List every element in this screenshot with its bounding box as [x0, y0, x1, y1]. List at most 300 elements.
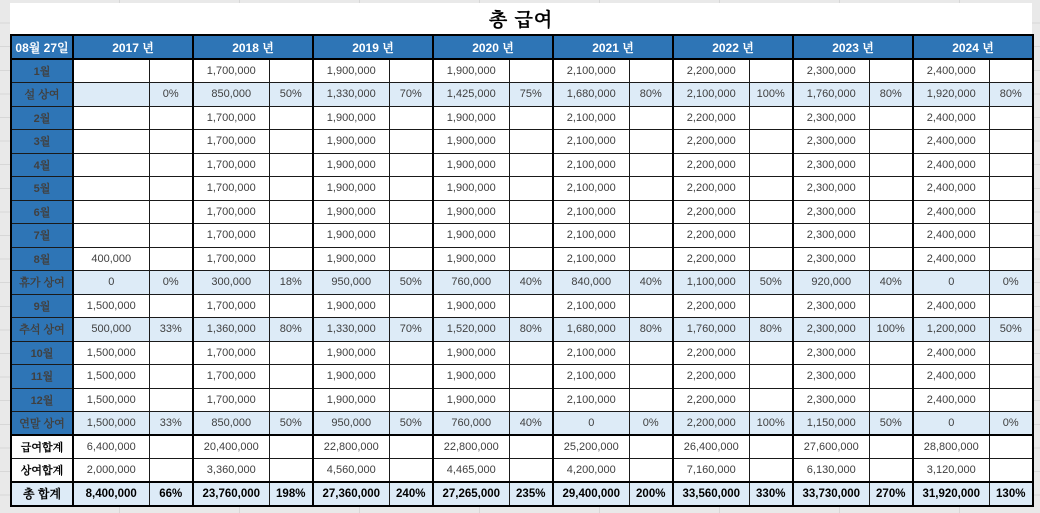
percent-cell-2018[interactable]: [269, 435, 313, 459]
value-cell-2024[interactable]: 0: [913, 271, 989, 295]
percent-cell-2021[interactable]: [629, 106, 673, 130]
percent-cell-2019[interactable]: [389, 224, 433, 248]
percent-cell-2020[interactable]: [509, 59, 553, 83]
percent-cell-2022[interactable]: [749, 341, 793, 365]
value-cell-2020[interactable]: 760,000: [433, 412, 509, 436]
percent-cell-2018[interactable]: [269, 459, 313, 483]
percent-cell-2024[interactable]: [989, 341, 1033, 365]
value-cell-2022[interactable]: 2,200,000: [673, 388, 749, 412]
value-cell-2019[interactable]: 27,360,000: [313, 482, 389, 506]
year-header-2024[interactable]: 2024 년: [913, 35, 1033, 59]
value-cell-2022[interactable]: 1,760,000: [673, 318, 749, 342]
percent-cell-2023[interactable]: [869, 435, 913, 459]
row-label[interactable]: 연말 상여: [11, 412, 73, 436]
percent-cell-2024[interactable]: [989, 177, 1033, 201]
value-cell-2020[interactable]: 1,900,000: [433, 153, 509, 177]
value-cell-2018[interactable]: 20,400,000: [193, 435, 269, 459]
percent-cell-2022[interactable]: [749, 224, 793, 248]
percent-cell-2018[interactable]: [269, 224, 313, 248]
percent-cell-2021[interactable]: 0%: [629, 412, 673, 436]
value-cell-2021[interactable]: 2,100,000: [553, 365, 629, 389]
percent-cell-2022[interactable]: 100%: [749, 412, 793, 436]
value-cell-2022[interactable]: 7,160,000: [673, 459, 749, 483]
value-cell-2018[interactable]: 1,700,000: [193, 153, 269, 177]
row-label[interactable]: 7월: [11, 224, 73, 248]
percent-cell-2018[interactable]: 198%: [269, 482, 313, 506]
value-cell-2019[interactable]: 1,900,000: [313, 388, 389, 412]
value-cell-2024[interactable]: 0: [913, 412, 989, 436]
value-cell-2022[interactable]: 2,200,000: [673, 200, 749, 224]
percent-cell-2020[interactable]: [509, 224, 553, 248]
value-cell-2017[interactable]: [73, 130, 149, 154]
percent-cell-2023[interactable]: [869, 341, 913, 365]
percent-cell-2017[interactable]: [149, 459, 193, 483]
percent-cell-2022[interactable]: [749, 388, 793, 412]
percent-cell-2020[interactable]: [509, 200, 553, 224]
percent-cell-2022[interactable]: [749, 247, 793, 271]
value-cell-2021[interactable]: 25,200,000: [553, 435, 629, 459]
value-cell-2024[interactable]: 1,200,000: [913, 318, 989, 342]
percent-cell-2024[interactable]: [989, 388, 1033, 412]
percent-cell-2018[interactable]: [269, 106, 313, 130]
percent-cell-2022[interactable]: [749, 153, 793, 177]
value-cell-2020[interactable]: 1,520,000: [433, 318, 509, 342]
percent-cell-2017[interactable]: [149, 130, 193, 154]
value-cell-2017[interactable]: 1,500,000: [73, 365, 149, 389]
value-cell-2023[interactable]: 27,600,000: [793, 435, 869, 459]
year-header-2022[interactable]: 2022 년: [673, 35, 793, 59]
percent-cell-2022[interactable]: [749, 365, 793, 389]
percent-cell-2020[interactable]: 80%: [509, 318, 553, 342]
row-label[interactable]: 상여합계: [11, 459, 73, 483]
value-cell-2017[interactable]: [73, 59, 149, 83]
percent-cell-2019[interactable]: [389, 177, 433, 201]
percent-cell-2021[interactable]: [629, 59, 673, 83]
value-cell-2020[interactable]: 4,465,000: [433, 459, 509, 483]
percent-cell-2020[interactable]: [509, 106, 553, 130]
year-header-2021[interactable]: 2021 년: [553, 35, 673, 59]
value-cell-2023[interactable]: 2,300,000: [793, 294, 869, 318]
percent-cell-2022[interactable]: [749, 294, 793, 318]
value-cell-2023[interactable]: 2,300,000: [793, 59, 869, 83]
value-cell-2019[interactable]: 1,900,000: [313, 200, 389, 224]
percent-cell-2024[interactable]: 80%: [989, 83, 1033, 107]
percent-cell-2024[interactable]: [989, 365, 1033, 389]
value-cell-2018[interactable]: 1,700,000: [193, 106, 269, 130]
value-cell-2018[interactable]: 1,700,000: [193, 200, 269, 224]
value-cell-2017[interactable]: [73, 106, 149, 130]
percent-cell-2024[interactable]: [989, 224, 1033, 248]
percent-cell-2024[interactable]: [989, 294, 1033, 318]
value-cell-2022[interactable]: 2,200,000: [673, 294, 749, 318]
row-label[interactable]: 11월: [11, 365, 73, 389]
value-cell-2018[interactable]: 850,000: [193, 83, 269, 107]
percent-cell-2024[interactable]: 0%: [989, 271, 1033, 295]
value-cell-2018[interactable]: 23,760,000: [193, 482, 269, 506]
value-cell-2020[interactable]: 27,265,000: [433, 482, 509, 506]
value-cell-2021[interactable]: 2,100,000: [553, 294, 629, 318]
value-cell-2019[interactable]: 1,900,000: [313, 247, 389, 271]
percent-cell-2019[interactable]: [389, 153, 433, 177]
percent-cell-2018[interactable]: [269, 200, 313, 224]
percent-cell-2021[interactable]: 40%: [629, 271, 673, 295]
percent-cell-2024[interactable]: [989, 59, 1033, 83]
percent-cell-2022[interactable]: 80%: [749, 318, 793, 342]
value-cell-2019[interactable]: 1,900,000: [313, 365, 389, 389]
value-cell-2020[interactable]: 1,900,000: [433, 130, 509, 154]
row-label[interactable]: 5월: [11, 177, 73, 201]
percent-cell-2020[interactable]: [509, 388, 553, 412]
percent-cell-2020[interactable]: 75%: [509, 83, 553, 107]
percent-cell-2019[interactable]: [389, 59, 433, 83]
row-label[interactable]: 휴가 상여: [11, 271, 73, 295]
percent-cell-2017[interactable]: [149, 224, 193, 248]
value-cell-2018[interactable]: 3,360,000: [193, 459, 269, 483]
percent-cell-2019[interactable]: [389, 435, 433, 459]
value-cell-2019[interactable]: 950,000: [313, 271, 389, 295]
value-cell-2019[interactable]: 4,560,000: [313, 459, 389, 483]
value-cell-2023[interactable]: 2,300,000: [793, 224, 869, 248]
value-cell-2023[interactable]: 2,300,000: [793, 388, 869, 412]
value-cell-2024[interactable]: 2,400,000: [913, 130, 989, 154]
percent-cell-2023[interactable]: [869, 177, 913, 201]
percent-cell-2023[interactable]: 100%: [869, 318, 913, 342]
percent-cell-2019[interactable]: [389, 388, 433, 412]
value-cell-2024[interactable]: 31,920,000: [913, 482, 989, 506]
row-label[interactable]: 추석 상여: [11, 318, 73, 342]
percent-cell-2020[interactable]: [509, 435, 553, 459]
value-cell-2022[interactable]: 2,200,000: [673, 224, 749, 248]
value-cell-2017[interactable]: 1,500,000: [73, 388, 149, 412]
value-cell-2022[interactable]: 1,100,000: [673, 271, 749, 295]
value-cell-2021[interactable]: 0: [553, 412, 629, 436]
percent-cell-2023[interactable]: 80%: [869, 83, 913, 107]
percent-cell-2021[interactable]: [629, 224, 673, 248]
percent-cell-2018[interactable]: [269, 247, 313, 271]
value-cell-2020[interactable]: 1,900,000: [433, 200, 509, 224]
percent-cell-2018[interactable]: [269, 153, 313, 177]
percent-cell-2019[interactable]: [389, 365, 433, 389]
value-cell-2021[interactable]: 2,100,000: [553, 59, 629, 83]
percent-cell-2022[interactable]: [749, 177, 793, 201]
percent-cell-2022[interactable]: [749, 435, 793, 459]
percent-cell-2018[interactable]: [269, 365, 313, 389]
year-header-2017[interactable]: 2017 년: [73, 35, 193, 59]
year-header-2020[interactable]: 2020 년: [433, 35, 553, 59]
value-cell-2019[interactable]: 1,900,000: [313, 106, 389, 130]
value-cell-2021[interactable]: 2,100,000: [553, 106, 629, 130]
row-label[interactable]: 2월: [11, 106, 73, 130]
value-cell-2023[interactable]: 2,300,000: [793, 130, 869, 154]
percent-cell-2017[interactable]: [149, 365, 193, 389]
percent-cell-2024[interactable]: [989, 200, 1033, 224]
row-label[interactable]: 8월: [11, 247, 73, 271]
percent-cell-2021[interactable]: [629, 435, 673, 459]
value-cell-2022[interactable]: 2,200,000: [673, 365, 749, 389]
row-label[interactable]: 3월: [11, 130, 73, 154]
percent-cell-2021[interactable]: [629, 247, 673, 271]
value-cell-2023[interactable]: 2,300,000: [793, 200, 869, 224]
value-cell-2022[interactable]: 26,400,000: [673, 435, 749, 459]
percent-cell-2024[interactable]: [989, 106, 1033, 130]
percent-cell-2023[interactable]: [869, 59, 913, 83]
value-cell-2020[interactable]: 22,800,000: [433, 435, 509, 459]
percent-cell-2017[interactable]: [149, 177, 193, 201]
value-cell-2019[interactable]: 1,900,000: [313, 224, 389, 248]
percent-cell-2021[interactable]: 200%: [629, 482, 673, 506]
value-cell-2022[interactable]: 2,200,000: [673, 341, 749, 365]
value-cell-2017[interactable]: 2,000,000: [73, 459, 149, 483]
value-cell-2024[interactable]: 2,400,000: [913, 388, 989, 412]
percent-cell-2024[interactable]: [989, 153, 1033, 177]
percent-cell-2024[interactable]: [989, 459, 1033, 483]
value-cell-2021[interactable]: 840,000: [553, 271, 629, 295]
value-cell-2021[interactable]: 2,100,000: [553, 247, 629, 271]
value-cell-2020[interactable]: 1,900,000: [433, 365, 509, 389]
percent-cell-2023[interactable]: [869, 388, 913, 412]
percent-cell-2020[interactable]: 40%: [509, 412, 553, 436]
value-cell-2023[interactable]: 1,760,000: [793, 83, 869, 107]
value-cell-2023[interactable]: 2,300,000: [793, 318, 869, 342]
percent-cell-2018[interactable]: 50%: [269, 412, 313, 436]
percent-cell-2020[interactable]: 40%: [509, 271, 553, 295]
percent-cell-2020[interactable]: [509, 177, 553, 201]
value-cell-2024[interactable]: 2,400,000: [913, 106, 989, 130]
percent-cell-2019[interactable]: 70%: [389, 83, 433, 107]
value-cell-2022[interactable]: 2,200,000: [673, 153, 749, 177]
value-cell-2018[interactable]: 1,700,000: [193, 130, 269, 154]
value-cell-2017[interactable]: [73, 224, 149, 248]
percent-cell-2017[interactable]: [149, 106, 193, 130]
percent-cell-2019[interactable]: 50%: [389, 271, 433, 295]
percent-cell-2024[interactable]: 130%: [989, 482, 1033, 506]
percent-cell-2017[interactable]: [149, 59, 193, 83]
value-cell-2022[interactable]: 2,200,000: [673, 247, 749, 271]
value-cell-2021[interactable]: 2,100,000: [553, 130, 629, 154]
value-cell-2021[interactable]: 29,400,000: [553, 482, 629, 506]
percent-cell-2021[interactable]: [629, 177, 673, 201]
percent-cell-2024[interactable]: [989, 247, 1033, 271]
percent-cell-2019[interactable]: [389, 130, 433, 154]
value-cell-2021[interactable]: 4,200,000: [553, 459, 629, 483]
percent-cell-2018[interactable]: [269, 388, 313, 412]
value-cell-2020[interactable]: 1,900,000: [433, 106, 509, 130]
percent-cell-2017[interactable]: [149, 341, 193, 365]
value-cell-2017[interactable]: 500,000: [73, 318, 149, 342]
percent-cell-2023[interactable]: 40%: [869, 271, 913, 295]
percent-cell-2021[interactable]: [629, 294, 673, 318]
value-cell-2022[interactable]: 2,200,000: [673, 106, 749, 130]
percent-cell-2018[interactable]: [269, 59, 313, 83]
value-cell-2020[interactable]: 760,000: [433, 271, 509, 295]
percent-cell-2021[interactable]: [629, 341, 673, 365]
percent-cell-2022[interactable]: [749, 106, 793, 130]
percent-cell-2024[interactable]: [989, 435, 1033, 459]
value-cell-2021[interactable]: 1,680,000: [553, 83, 629, 107]
value-cell-2017[interactable]: 400,000: [73, 247, 149, 271]
percent-cell-2017[interactable]: [149, 388, 193, 412]
percent-cell-2023[interactable]: 270%: [869, 482, 913, 506]
row-label[interactable]: 6월: [11, 200, 73, 224]
percent-cell-2018[interactable]: [269, 294, 313, 318]
percent-cell-2018[interactable]: 50%: [269, 83, 313, 107]
value-cell-2017[interactable]: 1,500,000: [73, 294, 149, 318]
value-cell-2019[interactable]: 1,900,000: [313, 153, 389, 177]
percent-cell-2017[interactable]: 0%: [149, 83, 193, 107]
percent-cell-2019[interactable]: [389, 341, 433, 365]
value-cell-2017[interactable]: 6,400,000: [73, 435, 149, 459]
value-cell-2017[interactable]: 8,400,000: [73, 482, 149, 506]
value-cell-2024[interactable]: 2,400,000: [913, 200, 989, 224]
percent-cell-2024[interactable]: 50%: [989, 318, 1033, 342]
percent-cell-2018[interactable]: [269, 130, 313, 154]
percent-cell-2021[interactable]: [629, 365, 673, 389]
percent-cell-2023[interactable]: [869, 459, 913, 483]
value-cell-2020[interactable]: 1,900,000: [433, 59, 509, 83]
percent-cell-2020[interactable]: [509, 247, 553, 271]
value-cell-2024[interactable]: 2,400,000: [913, 59, 989, 83]
percent-cell-2021[interactable]: [629, 388, 673, 412]
value-cell-2019[interactable]: 22,800,000: [313, 435, 389, 459]
percent-cell-2021[interactable]: [629, 153, 673, 177]
value-cell-2019[interactable]: 1,330,000: [313, 83, 389, 107]
value-cell-2021[interactable]: 1,680,000: [553, 318, 629, 342]
percent-cell-2023[interactable]: [869, 130, 913, 154]
value-cell-2018[interactable]: 1,700,000: [193, 294, 269, 318]
value-cell-2024[interactable]: 2,400,000: [913, 224, 989, 248]
value-cell-2018[interactable]: 1,700,000: [193, 388, 269, 412]
percent-cell-2023[interactable]: [869, 106, 913, 130]
value-cell-2018[interactable]: 1,700,000: [193, 224, 269, 248]
percent-cell-2020[interactable]: [509, 153, 553, 177]
percent-cell-2023[interactable]: [869, 294, 913, 318]
percent-cell-2024[interactable]: [989, 130, 1033, 154]
value-cell-2020[interactable]: 1,425,000: [433, 83, 509, 107]
value-cell-2020[interactable]: 1,900,000: [433, 294, 509, 318]
value-cell-2019[interactable]: 1,900,000: [313, 59, 389, 83]
value-cell-2019[interactable]: 1,900,000: [313, 130, 389, 154]
value-cell-2021[interactable]: 2,100,000: [553, 153, 629, 177]
value-cell-2019[interactable]: 1,900,000: [313, 294, 389, 318]
percent-cell-2020[interactable]: 235%: [509, 482, 553, 506]
value-cell-2023[interactable]: 2,300,000: [793, 341, 869, 365]
percent-cell-2017[interactable]: [149, 153, 193, 177]
percent-cell-2019[interactable]: [389, 200, 433, 224]
year-header-2018[interactable]: 2018 년: [193, 35, 313, 59]
row-label[interactable]: 9월: [11, 294, 73, 318]
percent-cell-2021[interactable]: [629, 200, 673, 224]
row-label[interactable]: 1월: [11, 59, 73, 83]
percent-cell-2023[interactable]: [869, 247, 913, 271]
value-cell-2023[interactable]: 2,300,000: [793, 153, 869, 177]
value-cell-2022[interactable]: 2,100,000: [673, 83, 749, 107]
value-cell-2023[interactable]: 2,300,000: [793, 177, 869, 201]
value-cell-2023[interactable]: 920,000: [793, 271, 869, 295]
percent-cell-2018[interactable]: 80%: [269, 318, 313, 342]
value-cell-2017[interactable]: [73, 177, 149, 201]
percent-cell-2017[interactable]: 33%: [149, 318, 193, 342]
percent-cell-2022[interactable]: [749, 459, 793, 483]
row-label[interactable]: 설 상여: [11, 83, 73, 107]
value-cell-2023[interactable]: 6,130,000: [793, 459, 869, 483]
percent-cell-2022[interactable]: 50%: [749, 271, 793, 295]
percent-cell-2023[interactable]: 50%: [869, 412, 913, 436]
percent-cell-2019[interactable]: 240%: [389, 482, 433, 506]
value-cell-2018[interactable]: 1,700,000: [193, 59, 269, 83]
value-cell-2018[interactable]: 300,000: [193, 271, 269, 295]
percent-cell-2020[interactable]: [509, 294, 553, 318]
percent-cell-2022[interactable]: [749, 59, 793, 83]
percent-cell-2022[interactable]: [749, 200, 793, 224]
value-cell-2024[interactable]: 2,400,000: [913, 247, 989, 271]
percent-cell-2019[interactable]: [389, 106, 433, 130]
value-cell-2018[interactable]: 1,700,000: [193, 365, 269, 389]
value-cell-2017[interactable]: 1,500,000: [73, 341, 149, 365]
value-cell-2021[interactable]: 2,100,000: [553, 224, 629, 248]
value-cell-2021[interactable]: 2,100,000: [553, 341, 629, 365]
percent-cell-2023[interactable]: [869, 200, 913, 224]
percent-cell-2022[interactable]: [749, 130, 793, 154]
value-cell-2022[interactable]: 2,200,000: [673, 130, 749, 154]
percent-cell-2019[interactable]: 50%: [389, 412, 433, 436]
value-cell-2024[interactable]: 2,400,000: [913, 294, 989, 318]
value-cell-2024[interactable]: 3,120,000: [913, 459, 989, 483]
percent-cell-2021[interactable]: [629, 130, 673, 154]
percent-cell-2017[interactable]: 0%: [149, 271, 193, 295]
percent-cell-2022[interactable]: 330%: [749, 482, 793, 506]
percent-cell-2020[interactable]: [509, 341, 553, 365]
percent-cell-2021[interactable]: 80%: [629, 318, 673, 342]
value-cell-2019[interactable]: 1,900,000: [313, 177, 389, 201]
value-cell-2020[interactable]: 1,900,000: [433, 388, 509, 412]
percent-cell-2021[interactable]: 80%: [629, 83, 673, 107]
row-label[interactable]: 4월: [11, 153, 73, 177]
row-label[interactable]: 10월: [11, 341, 73, 365]
year-header-2019[interactable]: 2019 년: [313, 35, 433, 59]
value-cell-2024[interactable]: 2,400,000: [913, 365, 989, 389]
value-cell-2017[interactable]: [73, 200, 149, 224]
value-cell-2020[interactable]: 1,900,000: [433, 247, 509, 271]
row-label[interactable]: 총 합계: [11, 482, 73, 506]
percent-cell-2017[interactable]: [149, 247, 193, 271]
value-cell-2022[interactable]: 2,200,000: [673, 59, 749, 83]
value-cell-2018[interactable]: 1,700,000: [193, 341, 269, 365]
value-cell-2020[interactable]: 1,900,000: [433, 177, 509, 201]
row-label[interactable]: 12월: [11, 388, 73, 412]
value-cell-2024[interactable]: 2,400,000: [913, 153, 989, 177]
value-cell-2023[interactable]: 1,150,000: [793, 412, 869, 436]
value-cell-2018[interactable]: 1,360,000: [193, 318, 269, 342]
percent-cell-2018[interactable]: [269, 177, 313, 201]
value-cell-2021[interactable]: 2,100,000: [553, 388, 629, 412]
value-cell-2018[interactable]: 1,700,000: [193, 177, 269, 201]
value-cell-2018[interactable]: 1,700,000: [193, 247, 269, 271]
percent-cell-2017[interactable]: 66%: [149, 482, 193, 506]
value-cell-2020[interactable]: 1,900,000: [433, 224, 509, 248]
value-cell-2024[interactable]: 2,400,000: [913, 177, 989, 201]
percent-cell-2024[interactable]: 0%: [989, 412, 1033, 436]
percent-cell-2020[interactable]: [509, 130, 553, 154]
value-cell-2019[interactable]: 1,900,000: [313, 341, 389, 365]
corner-header-cell[interactable]: 08월 27일: [11, 35, 73, 59]
sheet-title-cell[interactable]: 총 급여: [10, 3, 1032, 34]
percent-cell-2017[interactable]: [149, 200, 193, 224]
value-cell-2020[interactable]: 1,900,000: [433, 341, 509, 365]
percent-cell-2018[interactable]: [269, 341, 313, 365]
value-cell-2024[interactable]: 2,400,000: [913, 341, 989, 365]
value-cell-2019[interactable]: 950,000: [313, 412, 389, 436]
value-cell-2024[interactable]: 28,800,000: [913, 435, 989, 459]
